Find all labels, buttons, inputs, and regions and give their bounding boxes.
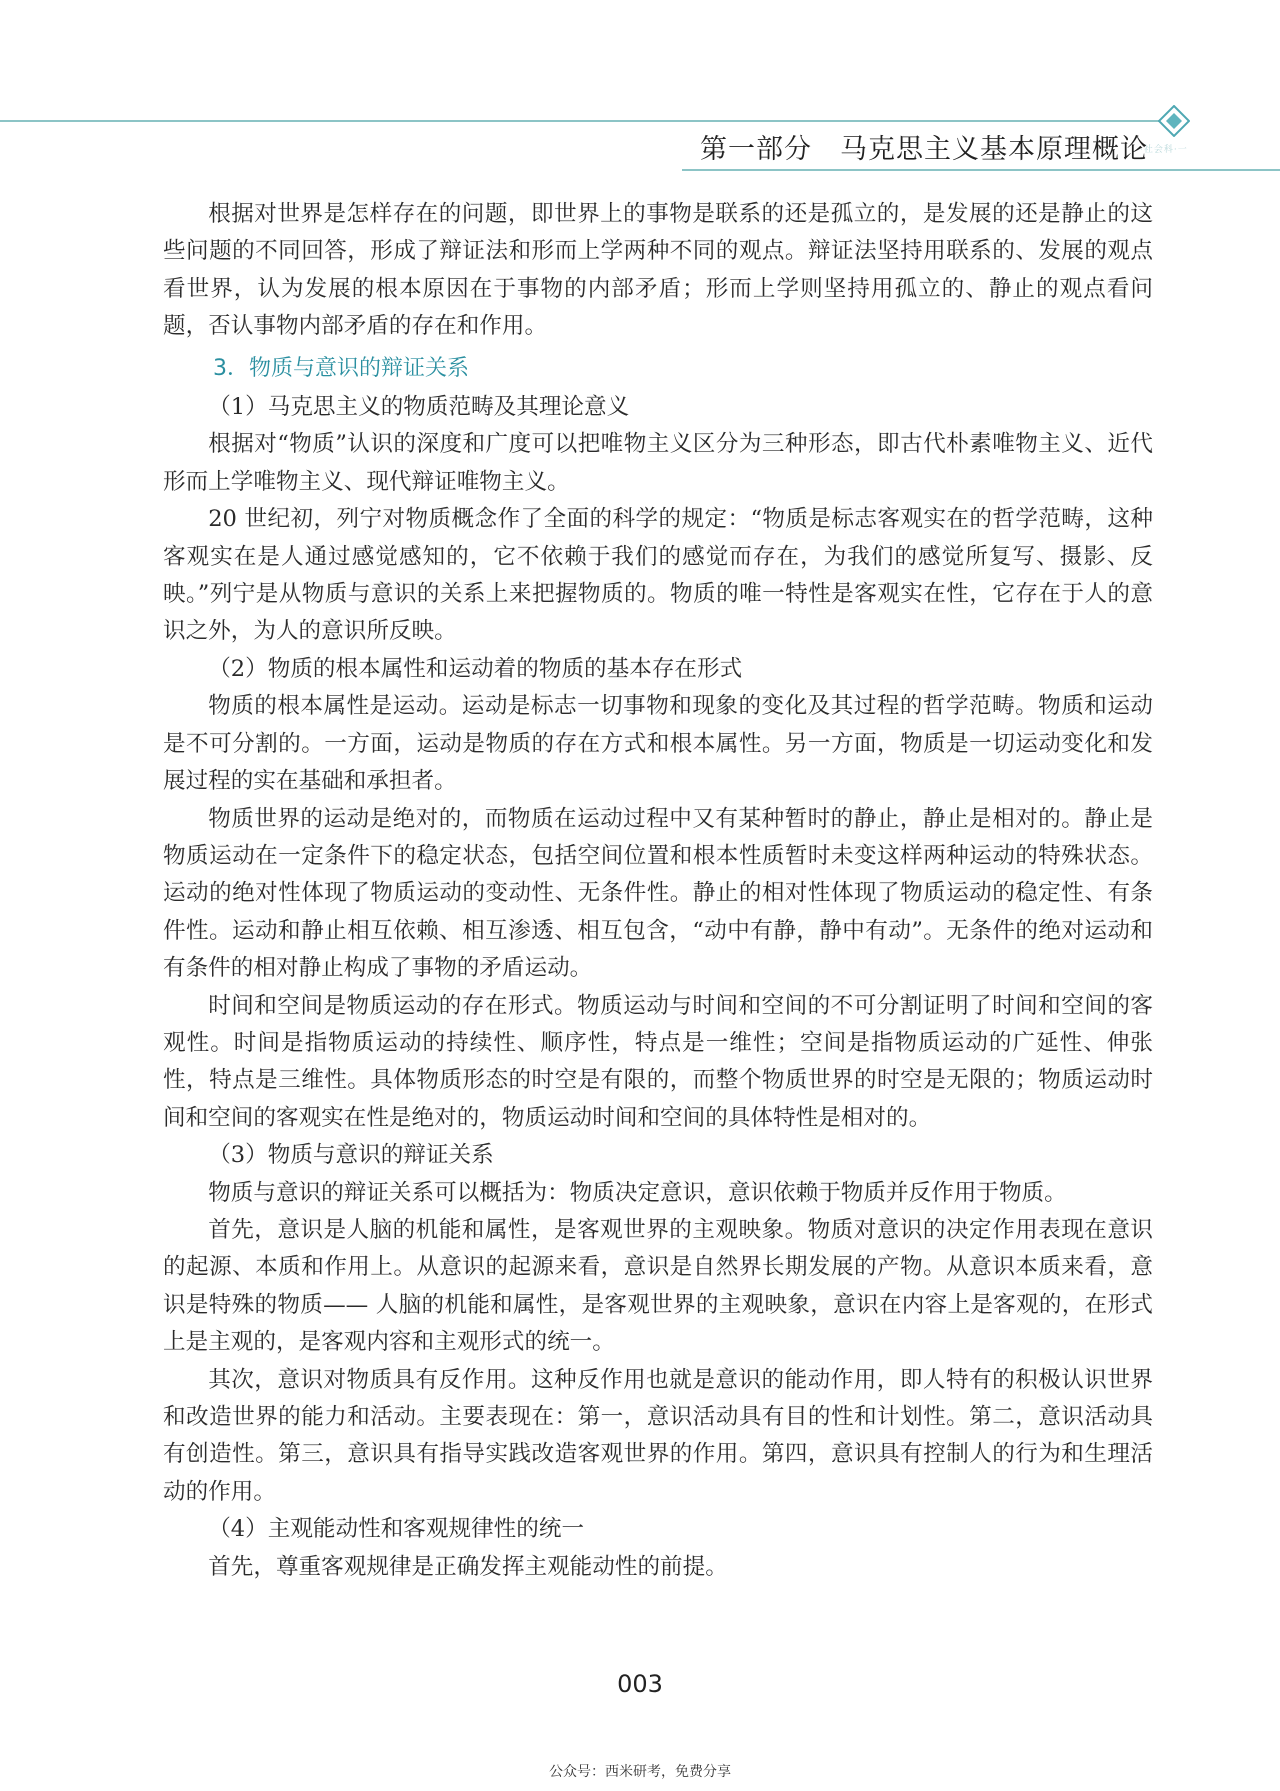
header-decoration-text: ·社会科·一 — [1140, 145, 1188, 155]
paragraph: 首先，意识是人脑的机能和属性，是客观世界的主观映象。物质对意识的决定作用表现在意识的起源、本质和作用上。从意识的起源来看，意识是自然界长期发展的产物。从意识本质来看，意识是特殊的物质—— 人脑的机能和属性，是客观世界的主观映象，意识在内容上是客观的，在形式上是主观的，是客观内容和主观形式的统一。 — [163, 1216, 1153, 1356]
paragraph: 时间和空间是物质运动的存在形式。物质运动与时间和空间的不可分割证明了时间和空间的客观性。时间是指物质运动的持续性、顺序性，特点是一维性；空间是指物质运动的广延性、伸张性，特点是三维性。具体物质形态的时空是有限的，而整个物质世界的时空是无限的；物质运动时间和空间的客观实在性是绝对的，物质运动时间和空间的具体特性是相对的。 — [163, 992, 1153, 1131]
paragraph: 物质的根本属性是运动。运动是标志一切事物和现象的变化及其过程的哲学范畴。物质和运动是不可分割的。一方面，运动是物质的存在方式和根本属性。另一方面，物质是一切运动变化和发展过程的实在基础和承担者。 — [163, 693, 1153, 795]
header-rule-top — [0, 120, 1165, 122]
paragraph: 20 世纪初，列宁对物质概念作了全面的科学的规定：“物质是标志客观实在的哲学范畴，这种客观实在是人通过感觉感知的，它不依赖于我们的感觉而存在，为我们的感觉所复写、摄影、反映。”列宁是从物质与意识的关系上来把握物质的。物质的唯一特性是客观实在性，它存在于人的意识之外，为人的意识所反映。 — [163, 506, 1153, 645]
subsection-heading: （4）主观能动性和客观规律性的统一 — [208, 1516, 585, 1543]
header-rule-bottom — [682, 169, 1280, 171]
page-number: 003 — [617, 1670, 663, 1698]
subsection-heading: （1）马克思主义的物质范畴及其理论意义 — [208, 394, 630, 421]
paragraph: 物质与意识的辩证关系可以概括为：物质决定意识，意识依赖于物质并反作用于物质。 — [208, 1179, 1067, 1206]
subsection-heading: （2）物质的根本属性和运动着的物质的基本存在形式 — [208, 655, 743, 682]
paragraph: 其次，意识对物质具有反作用。这种反作用也就是意识的能动作用，即人特有的积极认识世界和改造世界的能力和活动。主要表现在：第一，意识活动具有目的性和计划性。第二，意识活动具有创造性。第三，意识具有指导实践改造客观世界的作用。第四，意识具有控制人的行为和生理活动的作用。 — [163, 1366, 1153, 1505]
footer-note: 公众号：西米研考，免费分享 — [549, 1764, 731, 1780]
paragraph: 首先，尊重客观规律是正确发挥主观能动性的前提。 — [208, 1553, 728, 1580]
paragraph: 物质世界的运动是绝对的，而物质在运动过程中又有某种暂时的静止，静止是相对的。静止是物质运动在一定条件下的稳定状态，包括空间位置和根本性质暂时未变这样两种运动的特殊状态。运动的绝对性体现了物质运动的变动性、无条件性。静止的相对性体现了物质运动的稳定性、有条件性。运动和静止相互依赖、相互渗透、相互包含，“动中有静，静中有动”。无条件的绝对运动和有条件的相对静止构成了事物的矛盾运动。 — [163, 805, 1153, 982]
diamond-ornament-icon — [1158, 105, 1190, 137]
paragraph: 根据对“物质”认识的深度和广度可以把唯物主义区分为三种形态，即古代朴素唯物主义、近代形而上学唯物主义、现代辩证唯物主义。 — [163, 431, 1153, 495]
paragraph: 根据对世界是怎样存在的问题，即世界上的事物是联系的还是孤立的，是发展的还是静止的这些问题的不同回答，形成了辩证法和形而上学两种不同的观点。辩证法坚持用联系的、发展的观点看世界，认为发展的根本原因在于事物的内部矛盾；形而上学则坚持用孤立的、静止的观点看问题，否认事物内部矛盾的存在和作用。 — [163, 201, 1153, 340]
section-heading: 3．物质与意识的辩证关系 — [213, 355, 469, 381]
page-body — [163, 196, 1153, 1586]
section-header-title: 第一部分 马克思主义基本原理概论 — [700, 134, 1148, 165]
subsection-heading: （3）物质与意识的辩证关系 — [208, 1142, 494, 1169]
